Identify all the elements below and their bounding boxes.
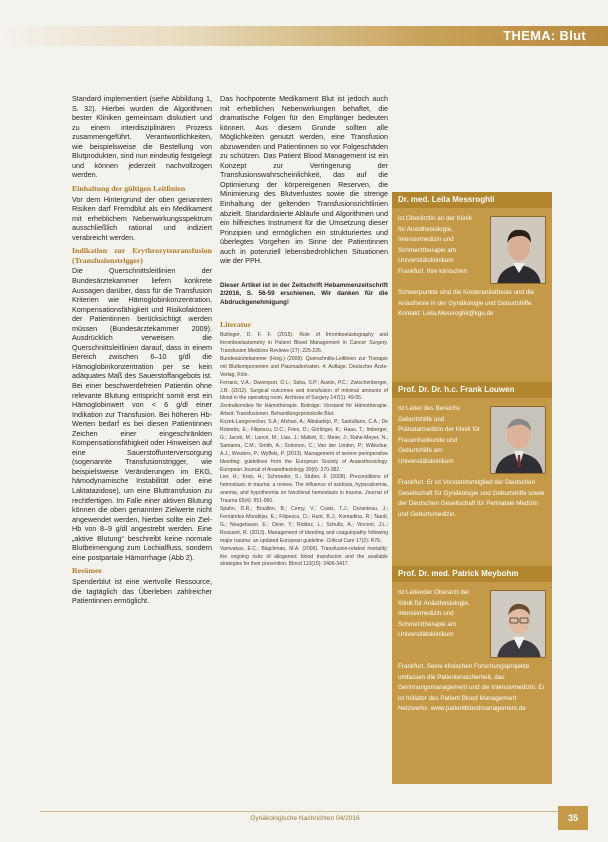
reference-list — [220, 332, 388, 569]
text-column-2 — [220, 94, 388, 569]
paragraph: Spenderblut ist eine wertvolle Ressource, die tagtäglich das Überleben zahlreicher Patientinnen ermöglicht. — [72, 576, 212, 606]
author-name: Dr. med. Leila Messroghli — [392, 192, 552, 208]
author-bio: ist Leiter des Bereichs Geburtshilfe und Pränatalmedizin der Klinik für Frauenheilkunde und Geburtshilfe am Universitätsklinikum — [398, 405, 480, 465]
author-name: Prof. Dr. Dr. h.c. Frank Louwen — [392, 382, 552, 398]
subheading: Resümee — [72, 566, 102, 576]
paragraph: Vor dem Hintergrund der oben genannten Risiken darf Fremdblut als ein Medikament mit erheblichem Nebenwirkungsspektrum ausschließlich rational und indiziert verabreicht werden. — [72, 194, 212, 242]
reprint-note: Dieser Artikel ist in der Zeitschrift Hebammenzeitschrift 2/2016, S. 56-59 erschienen. Wir danken für die Abdruckgenehmigung! — [220, 281, 388, 307]
reference-item: Lier, H.; Krep, H.; Schroeder, S.; Stuber, F. (2008). Preconditions of hemostasis in trauma: a review. The influence of acidosis, hypocalcemia, anemia, and hypothermia on functional hemostasis in trauma. Journal of Trauma 65(4): 951-960. — [220, 474, 388, 505]
text-column-1 — [72, 94, 212, 606]
paragraph: Die Querschnittsleitlinien der Bundesärztekammer liefern konkrete Aussagen darüber, dass für die Transfusion Kriterien wie Hämoglobinkonzentration, Kompensationsfähigkeit und Risikofaktoren der Patientinnen berücksichtigt werden müssen (Bundesärztekammer 2009). Ausdrücklich verweisen die Querschnittsleitlinien darauf, dass in einem Bereich zwischen 6–10 g/dl die Hämoglobinkonzentration per se kein adäquates Maß des Sauerstoffangebots ist. Bei einer beschwerdefreien Patientin ohne relevante Blutung entspricht somit erst ein Hämoglobinwert von < 6 g/dl einer Indikation zur Transfusion. Bei höheren Hb-Werten bedarf es bei diesen Patientinnen Zeichen einer eingeschränkten Kompensationsfähigkeit oder Hinweisen auf eine Sauerstoffunterversorgung (sogenannte Transfusionstrigger, wie beispielsweise Veränderungen im EKG, hämodynamische Instabilität oder eine Laktatazidose), um eine Bluttransfusion zu rechtfertigen. Im Falle einer aktiven Blutung können die oben genannten Zielwerte nicht angewendet werden, hierbei sollte ein Ziel-Hb von 8–9 g/dl angestrebt werden. Eine „aktive Blutung“ beschreibt keine normale Blutbeimengung zum Lochialfluss, sondern eine postpartale Hämorrhagie (Abb 2). — [72, 266, 212, 562]
reference-item: Bundesärztekammer (Hrsg.) (2009). Querschnitts-Leitlinien zur Therapie mit Blutkomponenten und Plasmaderivaten. 4. Auflage. Deutscher Ärzte-Verlag, Köln. — [220, 355, 388, 378]
reference-item: Vamvakas, E.C.; Blajchman, M.A. (2009). Transfusion-related mortality: the ongoing risks of allogeneic blood transfusion and the available strategies for their prevention. Blood 113(15): 3406-3417. — [220, 545, 388, 568]
author-portrait — [490, 406, 546, 474]
author-portrait — [490, 590, 546, 658]
footer-publication: Gynäkologische Nachrichten 04/2016 — [250, 815, 360, 822]
paragraph: Standard implementiert (siehe Abbildung 1, S. 32). Hierbei wurden die Algorithmen bester Kliniken gemeinsam diskutiert und zu einem interdisziplinären Prozess zusammengeführt. Verantwortlichkeiten, wie beispielsweise die Bestellung von Blutprodukten, sind nun eindeutig festgelegt und können jederzeit nachvollzogen werden. — [72, 94, 212, 180]
author-bio: Frankfurt. Seine klinischen Forschungsprojekte umfassen die Patientensicherheit, das Gerinnungsmanagement und die Intensivmedizin. Er ist Initiator des Patient Blood Management Netzwerks. www.patientbloodmanagement.de — [398, 663, 545, 712]
subheading: Indikation zur Erythrozytenransfusion (Transfusionstrigger) — [72, 246, 212, 265]
paragraph: Das hochpotente Medikament Blut ist jedoch auch mit erheblichen Nebenwirkungen behaftet, die dramatische Folgen für den Empfänger bedeuten können. Aus diesem Grunde sollten alle Möglichkeiten genutzt werden, eine Transfusion abzuwenden und Patientinnen so vor Folgeschäden zu schützen. Das Patient Blood Management ist ein Konzept zur Verringerung der Transfusionswahrscheinlichkeit, das auf die Optimierung der körpereigenen Reserven, die Minimierung des Blutverlustes sowie die strenge Einhaltung der geltenden Transfusionsrichtlinien abzielt. Standardisierte Abläufe und Algorithmen und ein hilfreiches Instrument für die Umsetzung dieser Prinzipien und ermöglichen ein strukturiertes und überlegtes Vorgehen im Sinne der Patientinnen auch in potenziell lebensbedrohlichen Situationen wie der PPH. — [220, 94, 388, 266]
page-number: 35 — [567, 813, 578, 823]
footer-divider — [40, 811, 570, 812]
reference-item: Bullinger, D. F. F. (2015). Role of thromboelastography and thromboelastometry in Patient Blood Management in Cancer Surgery. Transfusion Medicine Reviews (27): 225-226. — [220, 332, 388, 354]
literature-heading: Literatur — [220, 319, 252, 329]
author-sidebar — [392, 192, 552, 784]
reference-item: Kozek-Langenecker, S.A.; Afshari, A.; Albaladejo, P.; Santullano, C.A.; De Robertis, E.; Filipescu, D.C.; Fries, D.; Görlinger, K.; Haas, T.; Imberger, G.; Jacob, M.; Lancé, M.; Llau, J.; Mallett, S.; Meier, J.; Rahe-Meyer, N.; Samama, C.M.; Smith, A.; Solomon, C.; Van der Linden, P.; Wikkelsø, A.J.; Wouters, P.; Wyffels, P. (2013). Management of severe perioperative bleeding: guidelines from the European Society of Anaesthesiology. European Journal of Anaesthesiology 30(6): 270-382. — [220, 419, 388, 473]
section-title: THEMA: Blut — [503, 28, 586, 43]
reference-item: Ferraris, V.A.; Davenport, D.L.; Saha, S.P.; Austin, P.C.; Zwischenberger, J.B. (2012). Surgical outcomes and transfusion of minimal amounts of blood in the operating room. Archives of Surgery 147(1): 49-55. — [220, 379, 388, 402]
reference-item: Spahn, D.R.; Bouillon, B.; Cerny, V.; Coats, T.J.; Duranteau, J.; Fernández-Mondéjar, E.; Filipescu, D.; Hunt, B.J.; Komadina, R.; Nardi, G.; Neugebauer, E.; Ozier, Y.; Riddez, L.; Schultz, A.; Vincent, J.L.; Rossaint, R. (2013). Management of bleeding and coagulopathy following major trauma: an updated European guideline. Critical Care 17(2): R76. — [220, 506, 388, 544]
author-name: Prof. Dr. med. Patrick Meybohm — [392, 566, 552, 582]
author-bio: ist Leitender Oberarzt der Klinik für Anästhesiologie, Intensivmedizin und Schmerztherapie am Universitätsklinikum — [398, 589, 470, 638]
author-portrait — [490, 216, 546, 284]
reference-item: Zentralkomitee für Hämotherapie. Beiträge: Vorstand für Hämotherapie. Arbeit: Transfusionen. Behandlungsprotokolle Blut. — [220, 403, 388, 418]
author-bio: Schwerpunkte sind die Kinderanästhesie und die Anästhesie in der Gynäkologie und Geburtshilfe. Kontakt: Leila.Messroghli@kgu.de — [398, 289, 535, 317]
subheading: Einhaltung der gültigen Leitlinien — [72, 183, 186, 193]
author-bio: Frankfurt. Er ist Vorstandsmitglied der Deutschen Gesellschaft für Gynäkologie und Geburtshilfe sowie der Deutschen Gesellschaft für Perinatale Medizin und Geburtsmedizin. — [398, 479, 545, 518]
author-bio: ist Oberärztin an der Klinik für Anästhesiologie, Intensivmedizin und Schmerztherapie am Universitätsklinikum Frankfurt. Ihre klinischen — [398, 215, 472, 275]
